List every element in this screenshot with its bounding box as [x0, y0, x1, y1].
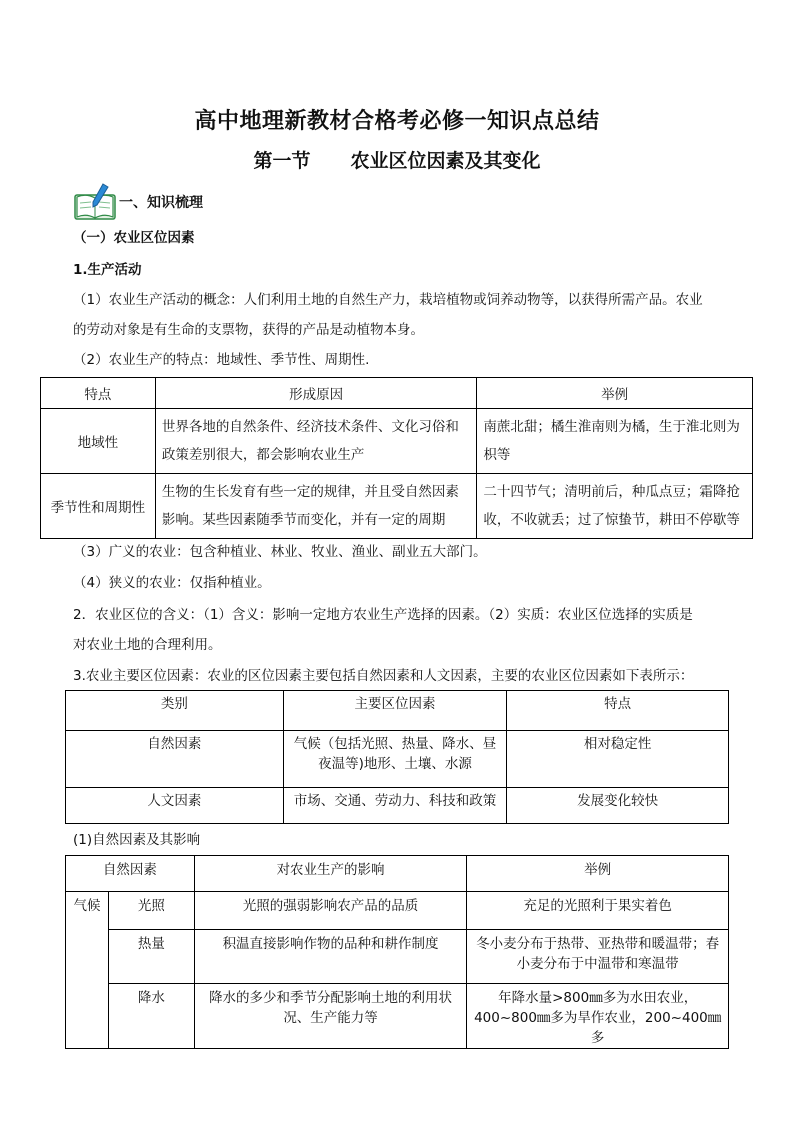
table-cell — [477, 409, 753, 474]
paragraph: 对农业土地的合理利用。 — [73, 637, 222, 653]
table-header: 举例 — [467, 856, 729, 892]
table-cell — [155, 409, 477, 474]
table-cell: 积温直接影响作物的品种和耕作制度 — [194, 930, 467, 984]
cell-line: 影响。某些因素随季节而变化，并有一定的周期 — [161, 512, 446, 528]
cell-line: 南蔗北甜；橘生淮南则为橘，生于淮北则为 — [483, 419, 740, 435]
table-header: 特点 — [41, 378, 156, 409]
table-header: 特点 — [507, 691, 729, 731]
table-cell: 市场、交通、劳动力、科技和政策 — [283, 788, 507, 824]
table-cell: 人文因素 — [66, 788, 284, 824]
paragraph: 3.农业主要区位因素：农业的区位因素主要包括自然因素和人文因素，主要的农业区位因素如下表所示： — [73, 668, 694, 684]
cell-line: 收，不收就丢；过了惊蛰节，耕田不停歇等 — [483, 512, 740, 528]
table-header: 主要区位因素 — [283, 691, 507, 731]
table-row — [66, 930, 729, 984]
table-cell: 降水 — [108, 984, 194, 1049]
cell-line: 生物的生长发育有些一定的规律，并且受自然因素 — [161, 484, 459, 500]
paragraph: （3）广义的农业：包含种植业、林业、牧业、渔业、副业五大部门。 — [73, 544, 487, 560]
section-heading — [73, 182, 203, 222]
section-title: 农业区位因素及其变化 — [350, 150, 541, 172]
cell-line: 降水的多少和季节分配影响土地的利用状 — [209, 990, 453, 1006]
table-cell: 地域性 — [41, 409, 156, 474]
cell-line: 400~800㎜多为旱作农业，200~400㎜多 — [474, 1010, 722, 1046]
cell-line: 枳等 — [483, 447, 511, 463]
location-factors-table — [65, 690, 729, 824]
table-cell: 光照的强弱影响农产品的品质 — [194, 892, 467, 930]
document-title: 高中地理新教材合格考必修一知识点总结 — [194, 109, 600, 134]
group-cell: 气候 — [66, 892, 109, 1049]
table-cell — [477, 474, 753, 539]
paragraph: （1）农业生产活动的概念：人们利用土地的自然生产力，栽培植物或饲养动物等，以获得所需产品。农业 — [73, 292, 703, 308]
paragraph: （4）狭义的农业：仅指种植业。 — [73, 575, 271, 591]
table-cell: 光照 — [108, 892, 194, 930]
cell-line: 二十四节气；清明前后，种瓜点豆；霜降抢 — [483, 484, 740, 500]
cell-line: 夜温等)地形、土壤、水源 — [318, 756, 472, 772]
table-row — [66, 788, 729, 824]
table-cell: 热量 — [108, 930, 194, 984]
paragraph: 的劳动对象是有生命的支票物，获得的产品是动植物本身。 — [73, 322, 424, 338]
paragraph: （2）农业生产的特点：地域性、季节性、周期性. — [73, 352, 370, 368]
cell-line: 年降水量>800㎜多为水田农业， — [498, 990, 698, 1006]
section-heading-text: 一、知识梳理 — [119, 195, 203, 211]
table-header: 类别 — [66, 691, 284, 731]
table-header: 自然因素 — [66, 856, 195, 892]
table-header: 形成原因 — [155, 378, 477, 409]
paragraph: 2．农业区位的含义：（1）含义：影响一定地方农业生产选择的因素。（2）实质：农业区位选择的实质是 — [73, 607, 693, 623]
table-cell: 充足的光照利于果实着色 — [467, 892, 729, 930]
cell-line: 政策差别很大，都会影响农业生产 — [161, 447, 365, 463]
cell-line: 冬小麦分布于热带、亚热带和暖温带；春 — [476, 936, 720, 952]
part-heading: 1.生产活动 — [73, 262, 142, 278]
section-subtitle — [0, 146, 794, 173]
table-cell: 自然因素 — [66, 731, 284, 788]
section-number: 第一节 — [253, 150, 311, 172]
table-cell: 发展变化较快 — [507, 788, 729, 824]
table-header: 对农业生产的影响 — [194, 856, 467, 892]
table-cell: 季节性和周期性 — [41, 474, 156, 539]
book-pen-icon — [73, 183, 117, 221]
table-row — [41, 474, 753, 539]
cell-line: 况、生产能力等 — [283, 1010, 378, 1026]
cell-line: 小麦分布于中温带和寒温带 — [516, 956, 679, 972]
cell-line: 世界各地的自然条件、经济技术条件、文化习俗和 — [161, 419, 459, 435]
table-cell — [467, 984, 729, 1049]
table-cell — [467, 930, 729, 984]
natural-factors-table — [65, 855, 729, 1049]
table-cell — [155, 474, 477, 539]
table-row — [66, 892, 729, 930]
sub-heading: （一）农业区位因素 — [73, 230, 195, 246]
table-row — [66, 984, 729, 1049]
paragraph: (1)自然因素及其影响 — [73, 832, 201, 848]
table-row — [66, 731, 729, 788]
table-row — [41, 409, 753, 474]
cell-line: 气候（包括光照、热量、降水、昼 — [293, 736, 497, 752]
table-cell: 相对稳定性 — [507, 731, 729, 788]
table-cell — [283, 731, 507, 788]
table-cell — [194, 984, 467, 1049]
features-table — [40, 377, 753, 539]
table-header: 举例 — [477, 378, 753, 409]
